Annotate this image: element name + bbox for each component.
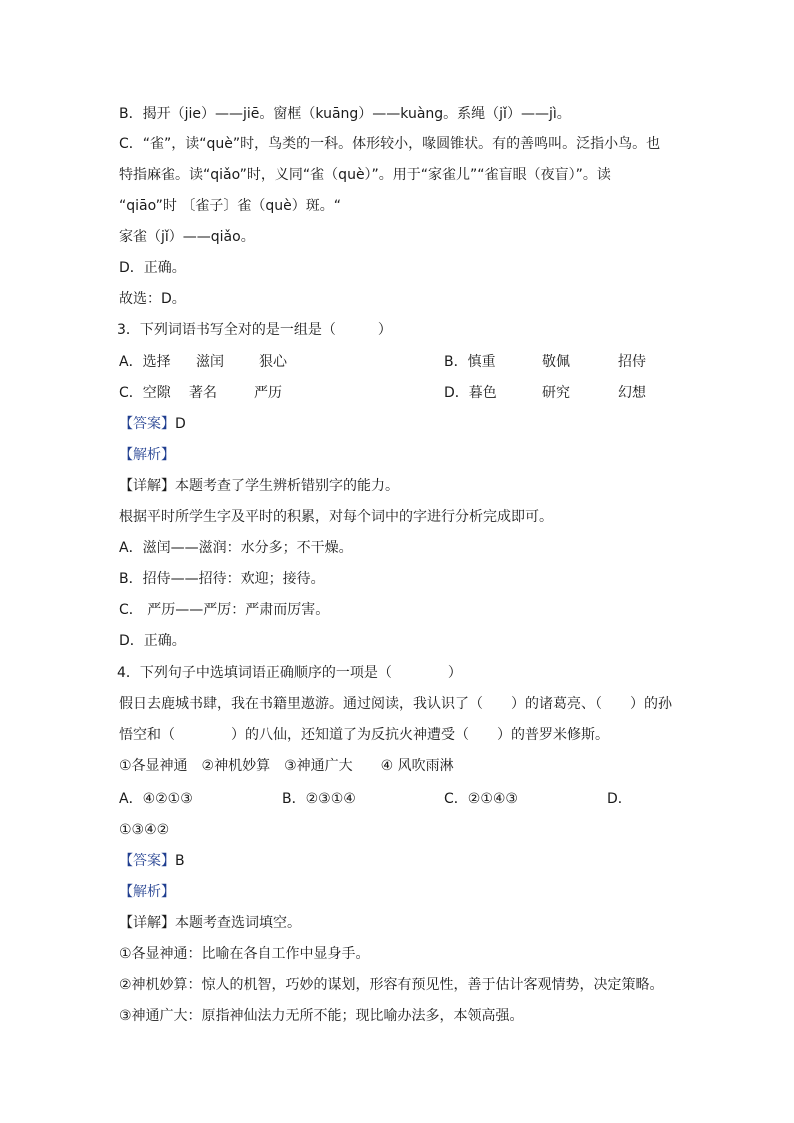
q3-option-a-word-2: 滋闰 bbox=[196, 354, 224, 370]
detail-text: 本题考查了学生辨析错别字的能力。 bbox=[175, 478, 399, 494]
q3-option-d: D．暮色 bbox=[444, 385, 497, 401]
q3-analysis bbox=[119, 445, 175, 465]
choose-answer: 故选：D。 bbox=[119, 291, 186, 307]
q4-option-c: C．②①④③ bbox=[444, 791, 518, 807]
q4-passage-line-2: 悟空和（ ）的八仙，还知道了为反抗火神遭受（ ）的普罗米修斯。 bbox=[119, 727, 609, 743]
q4-word-options: ①各显神通 ②神机妙算 ③神通广大 ④ 风吹雨淋 bbox=[119, 758, 454, 774]
option-c-line-2: 特指麻雀。读“qiǎo”时，义同“雀（què）”。用于“家雀儿”“雀盲眼（夜盲）”。读 bbox=[119, 167, 611, 183]
q4-option-d: D． bbox=[607, 791, 632, 807]
q3-line-4: C． 严历——严厉：严肃而厉害。 bbox=[119, 602, 330, 618]
detail-tag: 【详解】 bbox=[119, 915, 175, 931]
q4-option-b: B．②③①④ bbox=[282, 791, 356, 807]
q3-option-d-word-2: 研究 bbox=[542, 385, 570, 401]
q3-option-b: B．慎重 bbox=[444, 354, 496, 370]
answer-value: B bbox=[175, 853, 185, 869]
option-b-pinyin: B．揭开（jie）——jiē。窗框（kuāng）——kuàng。系绳（jǐ）——jì。 bbox=[119, 106, 571, 122]
q4-detail bbox=[119, 913, 301, 933]
q4-passage-line-1: 假日去鹿城书肆，我在书籍里遨游。通过阅读，我认识了（ ）的诸葛亮、（ ）的孙 bbox=[119, 696, 672, 712]
option-c-line-1: C．“雀”，读“què”时，鸟类的一科。体形较小，喙圆锥状。有的善鸣叫。泛指小鸟。也 bbox=[119, 136, 661, 152]
analysis-tag: 【解析】 bbox=[119, 884, 175, 900]
q3-option-c: C．空隙 bbox=[119, 385, 171, 401]
q3-option-b-word-3: 招侍 bbox=[618, 354, 646, 370]
q3-line-5: D．正确。 bbox=[119, 633, 186, 649]
analysis-tag: 【解析】 bbox=[119, 447, 175, 463]
q3-option-d-word-3: 幻想 bbox=[618, 385, 646, 401]
answer-tag: 【答案】 bbox=[119, 416, 175, 432]
q4-analysis bbox=[119, 882, 175, 902]
q3-answer bbox=[119, 414, 186, 434]
q3-line-3: B．招侍——招待：欢迎；接待。 bbox=[119, 571, 325, 587]
q3-line-1: 根据平时所学生字及平时的积累，对每个词中的字进行分析完成即可。 bbox=[119, 509, 553, 525]
q4-line-2: ②神机妙算：惊人的机智，巧妙的谋划，形容有预见性，善于估计客观情势，决定策略。 bbox=[119, 977, 664, 993]
q3-option-a-word-3: 狠心 bbox=[259, 354, 287, 370]
q3-line-2: A．滋闰——滋润：水分多；不干燥。 bbox=[119, 540, 353, 556]
option-c-line-3: “qiāo”时 〔雀子〕雀（què）斑。“ bbox=[119, 198, 342, 214]
q3-option-c-word-2: 著名 bbox=[189, 385, 217, 401]
q3-detail bbox=[119, 476, 399, 496]
answer-value: D bbox=[175, 416, 186, 432]
option-d-correct: D．正确。 bbox=[119, 260, 186, 276]
q4-line-3: ③神通广大：原指神仙法力无所不能；现比喻办法多，本领高强。 bbox=[119, 1008, 524, 1024]
question-3-stem: 3．下列词语书写全对的是一组是（ ） bbox=[117, 322, 392, 338]
q4-option-a: A．④②①③ bbox=[119, 791, 193, 807]
q3-option-c-word-3: 严历 bbox=[254, 385, 282, 401]
q4-answer bbox=[119, 851, 185, 871]
detail-tag: 【详解】 bbox=[119, 478, 175, 494]
option-c-line-4: 家雀（jǐ）——qiǎo。 bbox=[119, 229, 255, 245]
q4-line-1: ①各显神通：比喻在各自工作中显身手。 bbox=[119, 946, 370, 962]
q4-option-d-value: ①③④② bbox=[119, 822, 170, 838]
q3-option-b-word-2: 敬佩 bbox=[542, 354, 570, 370]
q3-option-a: A．选择 bbox=[119, 354, 171, 370]
question-4-stem: 4．下列句子中选填词语正确顺序的一项是（ ） bbox=[117, 665, 462, 681]
answer-tag: 【答案】 bbox=[119, 853, 175, 869]
detail-text: 本题考查选词填空。 bbox=[175, 915, 301, 931]
